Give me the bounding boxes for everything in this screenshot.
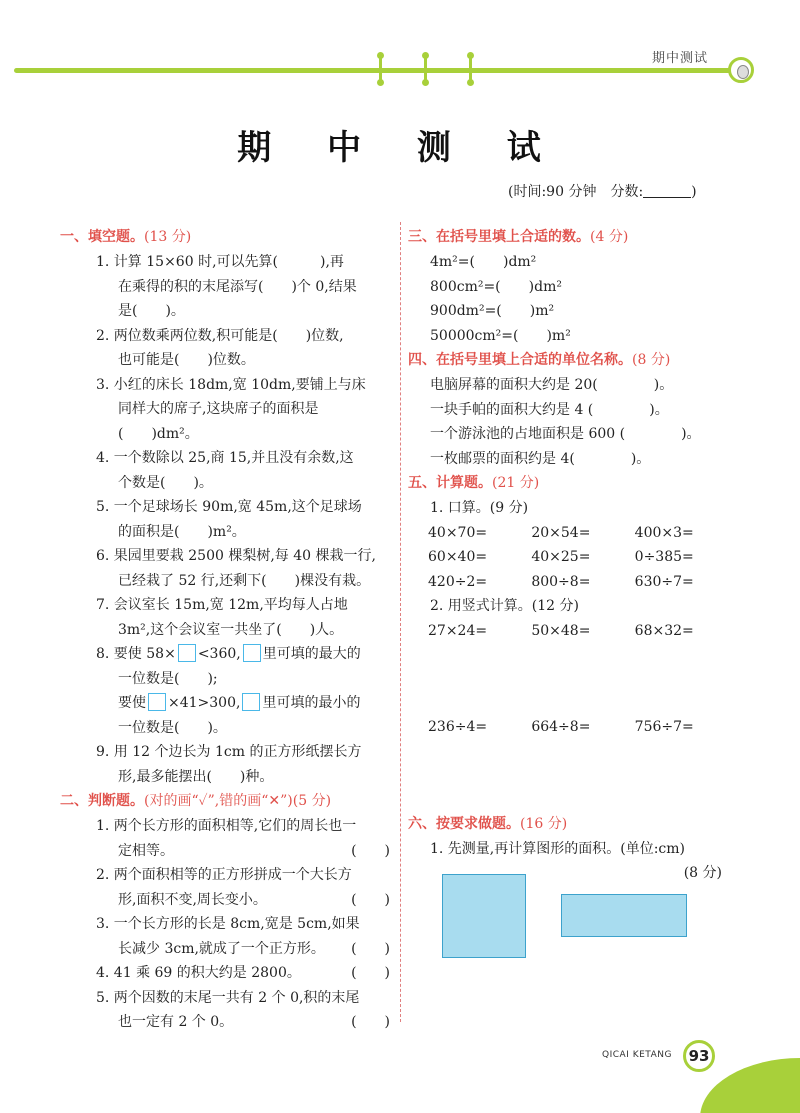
corner-decoration: [700, 1058, 800, 1113]
question-line: 5. 一个足球场长 90m,宽 45m,这个足球场: [96, 499, 362, 515]
question-line: 6. 果园里要栽 2500 棵梨树,每 40 棵栽一行,: [96, 548, 376, 564]
fill-item: 900dm²=( )m²: [430, 303, 555, 319]
judge-line: [76, 1010, 394, 1035]
unit-item: 一个游泳池的占地面积是 600 ( )。: [430, 426, 701, 442]
judge-text: 形,面积不变,周长变小。: [118, 891, 267, 908]
oral-item: 20×54=: [531, 524, 591, 541]
binder-ring-icon: [377, 52, 384, 86]
judge-line: [76, 961, 394, 986]
judge-answer[interactable]: ( ): [351, 1014, 390, 1030]
judge-line: [76, 937, 394, 962]
subsection-title: 2. 用竖式计算。(12 分): [430, 598, 579, 614]
judge-line: 2. 两个面积相等的正方形拼成一个大长方: [96, 867, 352, 883]
oral-item: 630÷7=: [634, 573, 694, 590]
judge-answer[interactable]: ( ): [351, 891, 390, 908]
vertical-row: [408, 715, 738, 740]
fill-item: 4m²=( )dm²: [430, 254, 537, 270]
q8-text: 里可填的最小的: [262, 695, 361, 711]
oral-item: 60×40=: [428, 549, 488, 565]
item-points: (8 分): [683, 865, 722, 881]
oral-item: 40×25=: [531, 549, 591, 565]
unit-item: 电脑屏幕的面积大约是 20( )。: [430, 377, 674, 393]
mascot-icon: [728, 57, 754, 83]
question-line: 在乘得的积的末尾添写( )个 0,结果: [118, 278, 357, 295]
oral-item: 0÷385=: [634, 549, 694, 565]
question-line: 9. 用 12 个边长为 1cm 的正方形纸摆长方: [96, 744, 362, 760]
vertical-item: 50×48=: [531, 622, 591, 639]
vertical-item: 756÷7=: [634, 719, 694, 735]
judge-line: 5. 两个因数的末尾一共有 2 个 0,积的末尾: [96, 989, 360, 1006]
column-divider: [400, 222, 401, 1022]
section-points: (13 分): [144, 229, 192, 245]
work-space[interactable]: [408, 740, 738, 812]
oral-row: [408, 545, 738, 570]
time-score-line: [508, 181, 697, 201]
question-line: 同样大的席子,这块席子的面积是: [118, 401, 319, 417]
footer-brand: QICAI KETANG: [602, 1050, 672, 1060]
binder-ring-icon: [467, 52, 474, 86]
subsection-title: 1. 口算。(9 分): [430, 500, 529, 516]
section-points: (16 分): [520, 815, 568, 832]
question-line: 1. 先测量,再计算图形的面积。(单位:cm): [430, 840, 686, 857]
time-score-text: (时间:90 分钟 分数:: [508, 184, 644, 200]
judge-answer[interactable]: ( ): [351, 940, 390, 957]
q8-text: 8. 要使 58×: [96, 646, 176, 662]
question-line: ( )dm²。: [118, 425, 199, 442]
question-line: [76, 642, 394, 667]
page-title: 期 中 测 试: [237, 128, 563, 168]
section-title-text: 四、在括号里填上合适的单位名称。: [408, 352, 632, 368]
page-number: 93: [683, 1040, 715, 1072]
section-title-text: 二、判断题。: [60, 793, 144, 809]
oral-row: [408, 570, 738, 595]
oral-item: 420÷2=: [428, 573, 488, 590]
section-title: [408, 812, 738, 837]
binder-ring-icon: [422, 52, 429, 86]
rectangle-shape: [561, 894, 687, 937]
q8-text: 里可填的最大的: [262, 646, 361, 662]
answer-box[interactable]: [242, 693, 260, 711]
section-title: [408, 225, 738, 250]
question-line: 3. 小红的床长 18dm,宽 10dm,要铺上与床: [96, 376, 366, 393]
question-line: 个数是( )。: [118, 474, 213, 491]
question-line: 4. 一个数除以 25,商 15,并且没有余数,这: [96, 450, 354, 466]
question-line: 是( )。: [118, 303, 185, 319]
judge-line: 3. 一个长方形的长是 8cm,宽是 5cm,如果: [96, 916, 360, 932]
judge-line: [76, 839, 394, 864]
q8-text: ×41>300,: [168, 695, 241, 711]
section-title: [408, 471, 738, 496]
judge-text: 4. 41 乘 69 的积大约是 2800。: [96, 965, 301, 981]
question-line: 7. 会议室长 15m,宽 12m,平均每人占地: [96, 597, 348, 613]
vertical-item: 68×32=: [634, 622, 694, 639]
time-score-close: ): [691, 184, 697, 200]
unit-item: 一枚邮票的面积约是 4( )。: [430, 450, 651, 467]
question-line: 3m²,这个会议室一共坐了( )人。: [118, 621, 344, 638]
q8-text: <360,: [197, 646, 241, 662]
judge-answer[interactable]: ( ): [351, 965, 390, 981]
section-points: (8 分): [632, 352, 671, 368]
judge-line: [76, 888, 394, 913]
judge-line: 1. 两个长方形的面积相等,它们的周长也一: [96, 818, 357, 834]
unit-item: 一块手帕的面积大约是 4 ( )。: [430, 401, 669, 418]
answer-box[interactable]: [148, 693, 166, 711]
vertical-item: 236÷4=: [428, 719, 488, 735]
work-space[interactable]: [408, 643, 738, 715]
question-line: 形,最多能摆出( )种。: [118, 768, 274, 785]
header-bar: [14, 68, 734, 73]
question-line: 1. 计算 15×60 时,可以先算( ),再: [96, 254, 344, 270]
score-blank: [643, 184, 691, 198]
judge-text: 长减少 3cm,就成了一个正方形。: [118, 940, 325, 957]
question-line: [76, 691, 394, 716]
judge-text: 定相等。: [118, 842, 174, 859]
answer-box[interactable]: [243, 644, 261, 662]
judge-answer[interactable]: ( ): [351, 842, 390, 859]
header-label: 期中测试: [652, 51, 709, 66]
section-title-text: 六、按要求做题。: [408, 815, 520, 832]
section-title-text: 三、在括号里填上合适的数。: [408, 229, 590, 245]
question-line: 也可能是( )位数。: [118, 352, 255, 368]
question-line: 的面积是( )m²。: [118, 523, 246, 540]
fill-item: 50000cm²=( )m²: [430, 327, 571, 344]
judge-text: 也一定有 2 个 0。: [118, 1014, 234, 1030]
square-shape: [442, 874, 526, 958]
section-points: (4 分): [590, 229, 629, 245]
question-line: 2. 两位数乘两位数,积可能是( )位数,: [96, 327, 344, 344]
section-points: (对的画“✓”,错的画“✕”)(5 分): [144, 793, 332, 809]
question-line: 一位数是( )。: [118, 719, 227, 736]
section-title: [408, 348, 738, 373]
vertical-row: [408, 619, 738, 644]
section-points: (21 分): [492, 475, 540, 491]
q8-text: 要使: [118, 695, 146, 711]
left-column: [60, 225, 394, 1035]
fill-item: 800cm²=( )dm²: [430, 278, 562, 295]
section-title-text: 一、填空题。: [60, 229, 144, 245]
right-column: [408, 225, 738, 886]
vertical-item: 27×24=: [428, 622, 488, 639]
answer-box[interactable]: [178, 644, 196, 662]
oral-item: 400×3=: [634, 524, 694, 541]
vertical-item: 664÷8=: [531, 719, 591, 735]
question-line: 一位数是( );: [118, 670, 218, 687]
question-line: 已经栽了 52 行,还剩下( )棵没有栽。: [118, 572, 371, 589]
oral-row: [408, 521, 738, 546]
oral-item: 800÷8=: [531, 573, 591, 590]
section-title-text: 五、计算题。: [408, 475, 492, 491]
oral-item: 40×70=: [428, 524, 488, 541]
section-title: [60, 225, 394, 250]
section-title: [60, 789, 394, 814]
